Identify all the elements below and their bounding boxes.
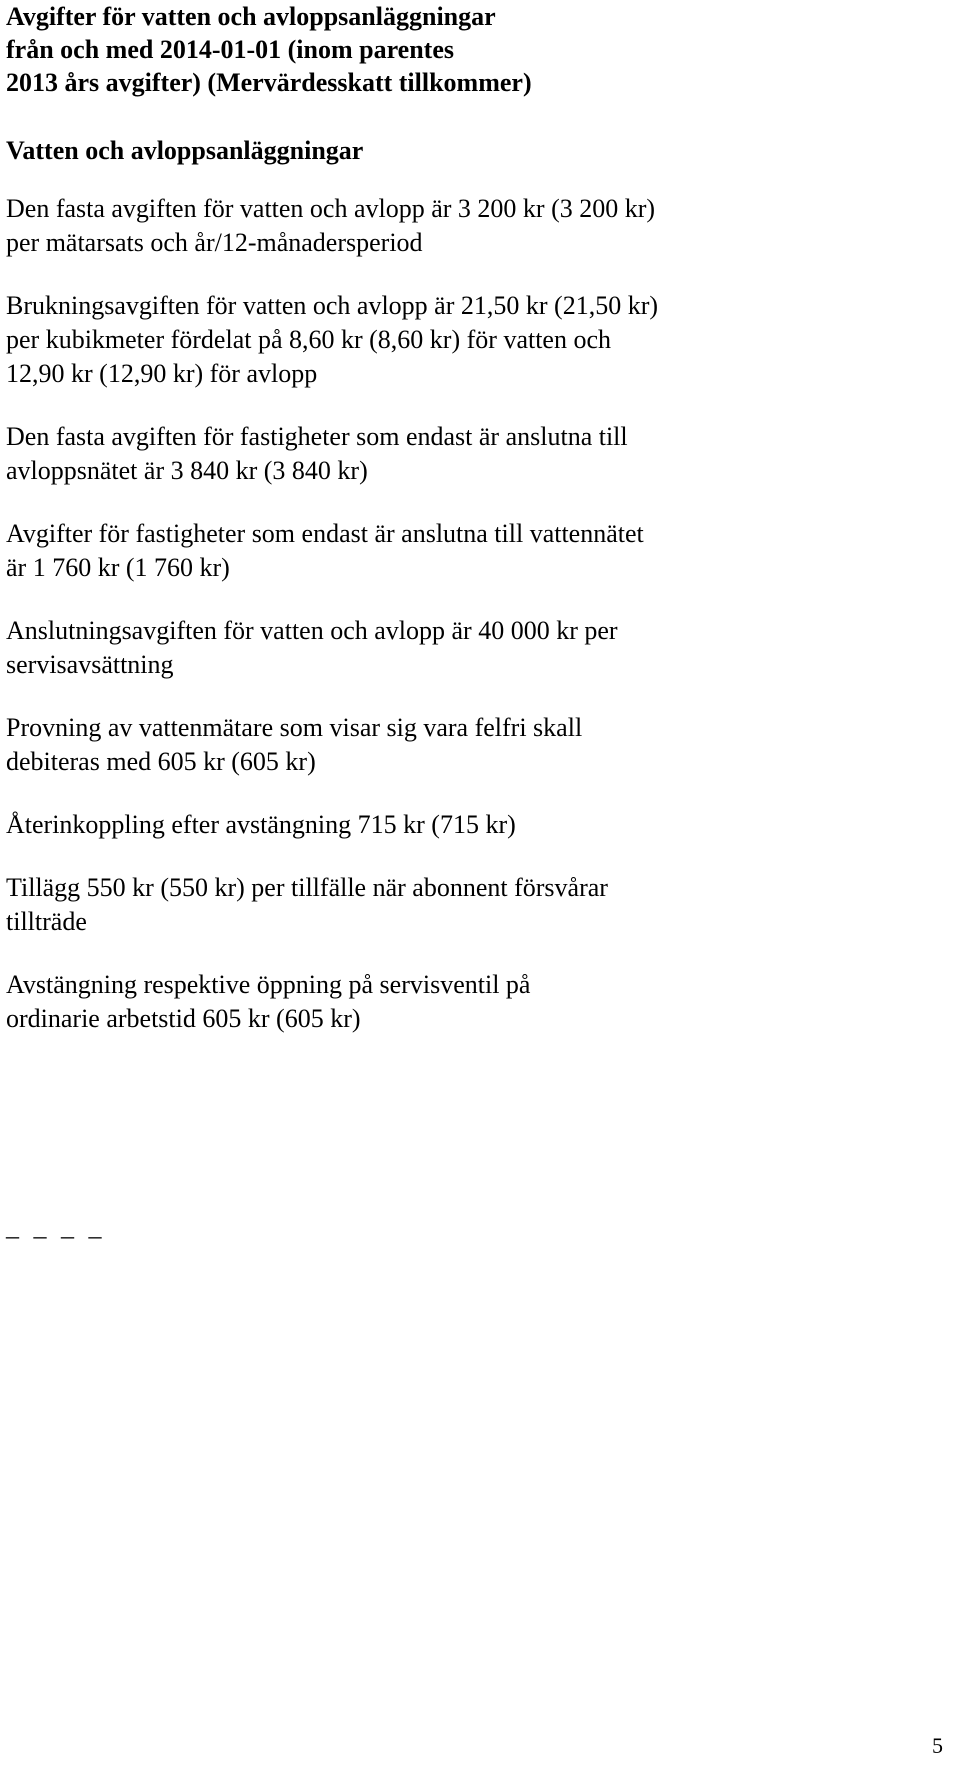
paragraph-surcharge bbox=[6, 871, 946, 939]
paragraph-reconnection bbox=[6, 808, 946, 842]
paragraph-line: är 1 760 kr (1 760 kr) bbox=[6, 553, 230, 582]
paragraph-line: Avstängning respektive öppning på servisventil på bbox=[6, 970, 531, 999]
paragraph-fixed-fee bbox=[6, 192, 946, 260]
paragraph-line: per mätarsats och år/12-månadersperiod bbox=[6, 228, 423, 257]
paragraph-line: debiteras med 605 kr (605 kr) bbox=[6, 747, 316, 776]
paragraph-line: Avgifter för fastigheter som endast är anslutna till vattennätet bbox=[6, 519, 644, 548]
page-number: 5 bbox=[932, 1733, 943, 1758]
paragraph-usage-fee bbox=[6, 289, 946, 391]
paragraph-line: avloppsnätet är 3 840 kr (3 840 kr) bbox=[6, 456, 368, 485]
paragraph-line: Brukningsavgiften för vatten och avlopp är 21,50 kr (21,50 kr) bbox=[6, 291, 659, 320]
paragraph-meter-test bbox=[6, 711, 946, 779]
paragraph-line: per kubikmeter fördelat på 8,60 kr (8,60 kr) för vatten och bbox=[6, 325, 612, 354]
separator-dashes: _ _ _ _ bbox=[6, 1212, 106, 1241]
paragraph-line: Tillägg 550 kr (550 kr) per tillfälle när abonnent försvårar bbox=[6, 873, 608, 902]
paragraph-line: Anslutningsavgiften för vatten och avlopp är 40 000 kr per bbox=[6, 616, 618, 645]
paragraph-sewer-only-fee bbox=[6, 420, 946, 488]
paragraph-valve-operation bbox=[6, 968, 946, 1036]
title-line: 2013 års avgifter) (Mervärdesskatt tillkommer) bbox=[6, 68, 532, 97]
document-page bbox=[6, 0, 946, 1036]
paragraph-line: Den fasta avgiften för fastigheter som endast är anslutna till bbox=[6, 422, 628, 451]
paragraph-line: 12,90 kr (12,90 kr) för avlopp bbox=[6, 359, 318, 388]
paragraph-line: tillträde bbox=[6, 907, 87, 936]
paragraph-line: ordinarie arbetstid 605 kr (605 kr) bbox=[6, 1004, 361, 1033]
section-heading: Vatten och avloppsanläggningar bbox=[6, 136, 364, 165]
paragraph-line: Den fasta avgiften för vatten och avlopp är 3 200 kr (3 200 kr) bbox=[6, 194, 656, 223]
paragraph-line: Återinkoppling efter avstängning 715 kr (715 kr) bbox=[6, 810, 516, 839]
paragraph-connection-fee bbox=[6, 614, 946, 682]
document-title bbox=[6, 0, 946, 99]
paragraph-water-only-fee bbox=[6, 517, 946, 585]
paragraph-line: Provning av vattenmätare som visar sig vara felfri skall bbox=[6, 713, 583, 742]
paragraph-line: servisavsättning bbox=[6, 650, 174, 679]
title-line: från och med 2014-01-01 (inom parentes bbox=[6, 35, 454, 64]
title-line: Avgifter för vatten och avloppsanläggningar bbox=[6, 2, 496, 31]
